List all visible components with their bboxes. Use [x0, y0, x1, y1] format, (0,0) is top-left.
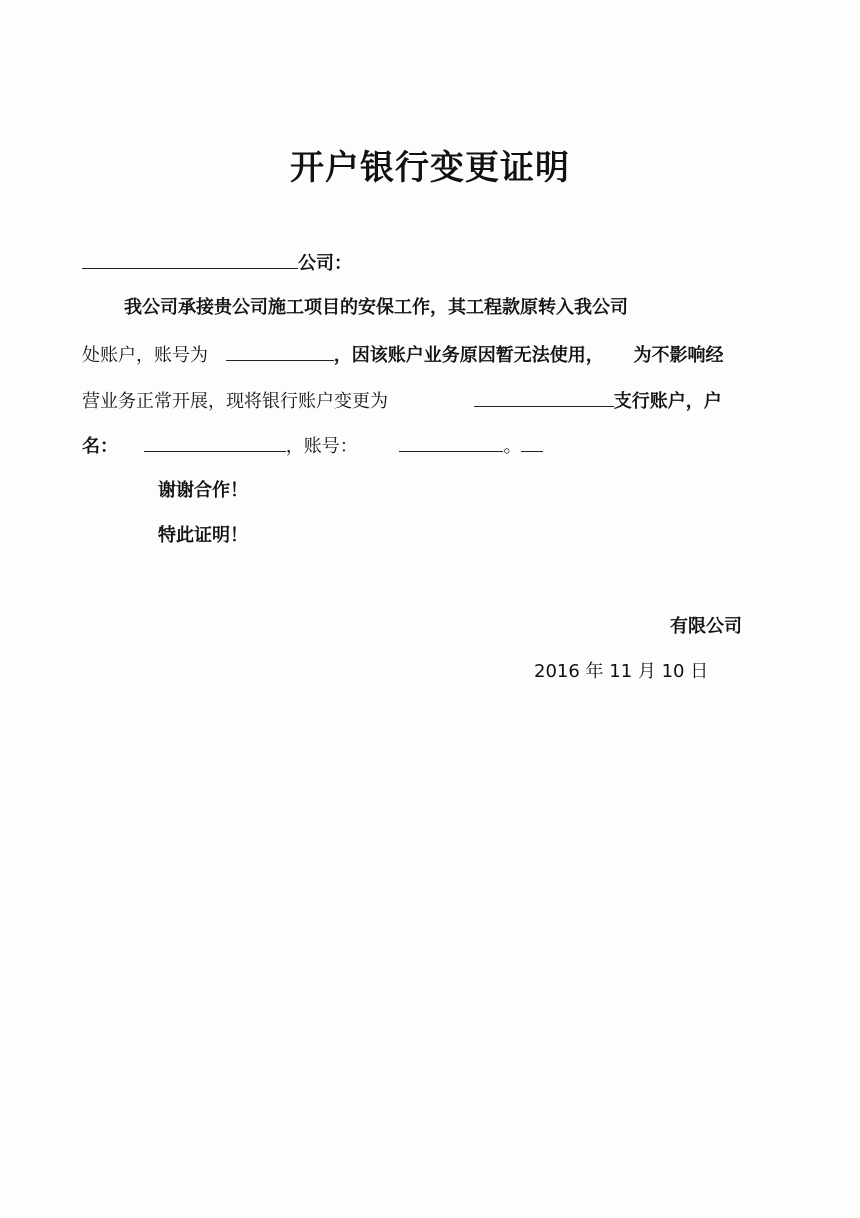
body-line-2-a: 处账户，账号为 — [82, 345, 208, 366]
body-line-3-a: 营业务正常开展，现将银行账户变更为 — [82, 391, 388, 412]
body-line-4-c: 。 — [503, 436, 522, 457]
account-name-blank — [144, 433, 286, 452]
trailing-blank — [521, 433, 543, 452]
body-line-4-a: 名： — [82, 436, 118, 457]
account-number-blank — [226, 342, 334, 361]
body-line-4-b: ，账号： — [285, 436, 358, 457]
addressee-suffix: 公司： — [298, 253, 352, 274]
signature-date: 2016 年 11 月 10 日 — [534, 661, 709, 682]
body-line-4 — [82, 433, 543, 459]
branch-blank — [474, 388, 614, 407]
body-line-1: 我公司承接贵公司施工项目的安保工作，其工程款原转入我公司 — [124, 297, 628, 318]
body-line-2-b: ，因该账户业务原因暂无法使用， — [333, 345, 604, 366]
body-line-2-c: 为不影响经 — [633, 345, 724, 366]
document-title: 开户银行变更证明 — [290, 148, 570, 188]
addressee-blank — [82, 250, 298, 269]
body-line-2 — [82, 342, 723, 368]
new-account-blank — [399, 433, 503, 452]
addressee-line — [82, 250, 352, 276]
thanks-text: 谢谢合作！ — [158, 480, 248, 501]
signature-company: 有限公司 — [670, 616, 742, 637]
body-line-3 — [82, 388, 722, 414]
hereby-text: 特此证明！ — [158, 525, 248, 546]
body-line-3-b: 支行账户，户 — [613, 391, 722, 412]
